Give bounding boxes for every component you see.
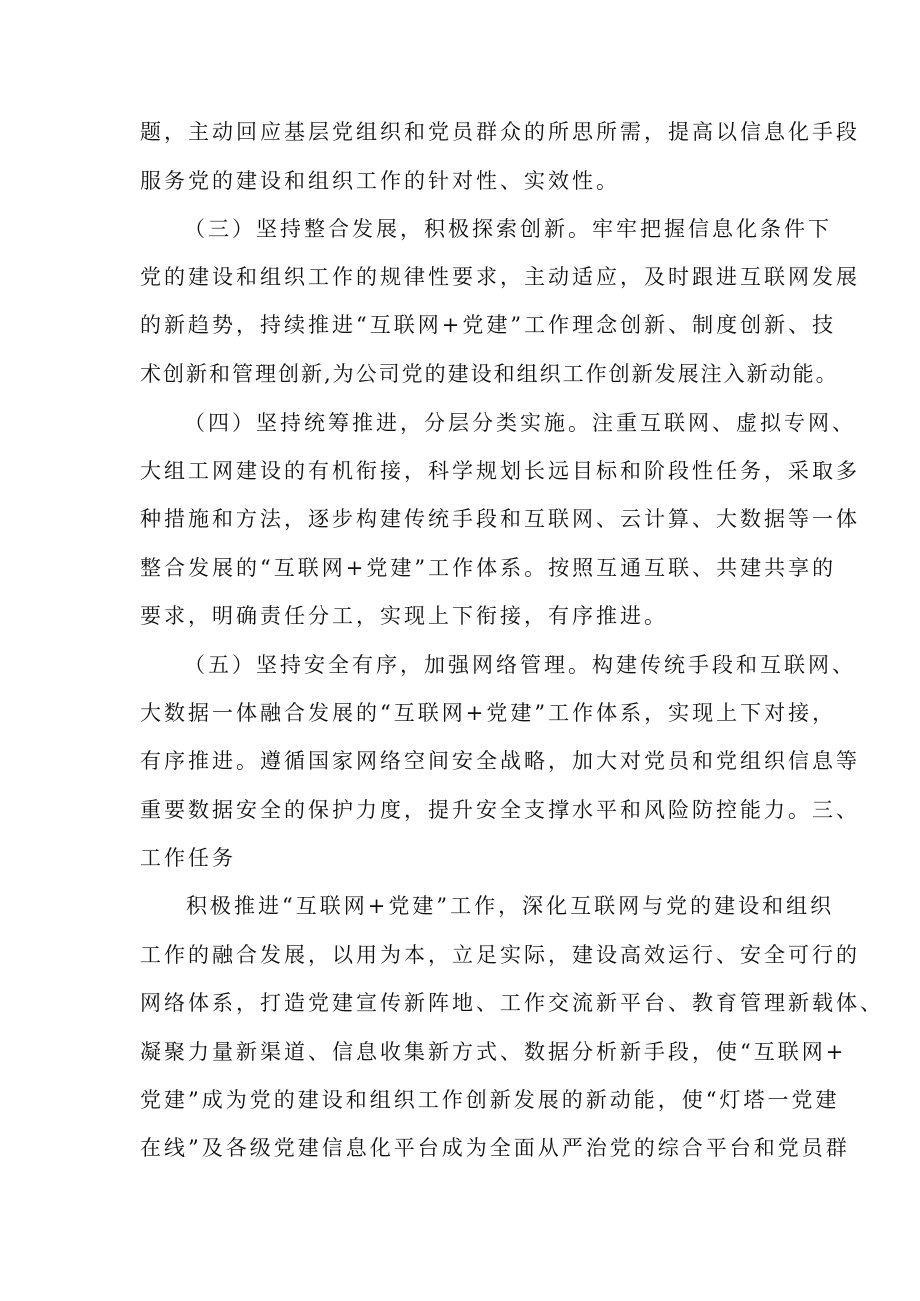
body-text-line: 整合发展的“互联网+党建”工作体系。按照互通互联、共建共享的 xyxy=(140,556,837,580)
body-text-line: 在线”及各级党建信息化平台成为全面从严治党的综合平台和党员群 xyxy=(140,1136,850,1160)
body-text-line: 有序推进。遵循国家网络空间安全战略，加大对党员和党组织信息等 xyxy=(140,749,860,773)
section-heading-line: （四）坚持统筹推进，分层分类实施。注重互联网、虚拟专网、 xyxy=(184,411,856,435)
body-text-line: 凝聚力量新渠道、信息收集新方式、数据分析新手段，使“互联网+ xyxy=(140,1040,847,1064)
body-text-line: 要求，明确责任分工，实现上下衔接，有序推进。 xyxy=(140,604,668,628)
body-text-line: 党的建设和组织工作的规律性要求，主动适应，及时跟进互联网发展 xyxy=(140,265,860,289)
body-text-line: 网络体系，打造党建宣传新阵地、工作交流新平台、教育管理新载体、 xyxy=(140,991,884,1015)
body-text-line: 大组工网建设的有机衔接，科学规划长远目标和阶段性任务，采取多 xyxy=(140,459,860,483)
body-text-line: 种措施和方法，逐步构建传统手段和互联网、云计算、大数据等一体 xyxy=(140,507,860,531)
body-text-line: 党建”成为党的建设和组织工作创新发展的新动能，使“灯塔一党建 xyxy=(140,1088,840,1112)
body-text-line: 题，主动回应基层党组织和党员群众的所思所需，提高以信息化手段 xyxy=(140,120,860,144)
body-text-line: 工作的融合发展，以用为本，立足实际，建设高效运行、安全可行的 xyxy=(140,943,860,967)
body-text-line: 的新趋势，持续推进“互联网+党建”工作理念创新、制度创新、技 xyxy=(140,313,837,337)
section-title-line: 工作任务 xyxy=(140,846,236,870)
body-text-line: 大数据一体融合发展的“互联网+党建”工作体系，实现上下对接， xyxy=(140,701,837,725)
body-text-line: 术创新和管理创新,为公司党的建设和组织工作创新发展注入新动能。 xyxy=(140,362,839,386)
body-text-line: 重要数据安全的保护力度，提升安全支撑水平和风险防控能力。三、 xyxy=(140,798,860,822)
body-text-line: 服务党的建设和组织工作的针对性、实效性。 xyxy=(140,169,620,193)
section-heading-line: （三）坚持整合发展，积极探索创新。牢牢把握信息化条件下 xyxy=(184,217,832,241)
body-text-line: 积极推进“互联网+党建”工作，深化互联网与党的建设和组织 xyxy=(186,894,835,918)
section-heading-line: （五）坚持安全有序，加强网络管理。构建传统手段和互联网、 xyxy=(184,653,856,677)
